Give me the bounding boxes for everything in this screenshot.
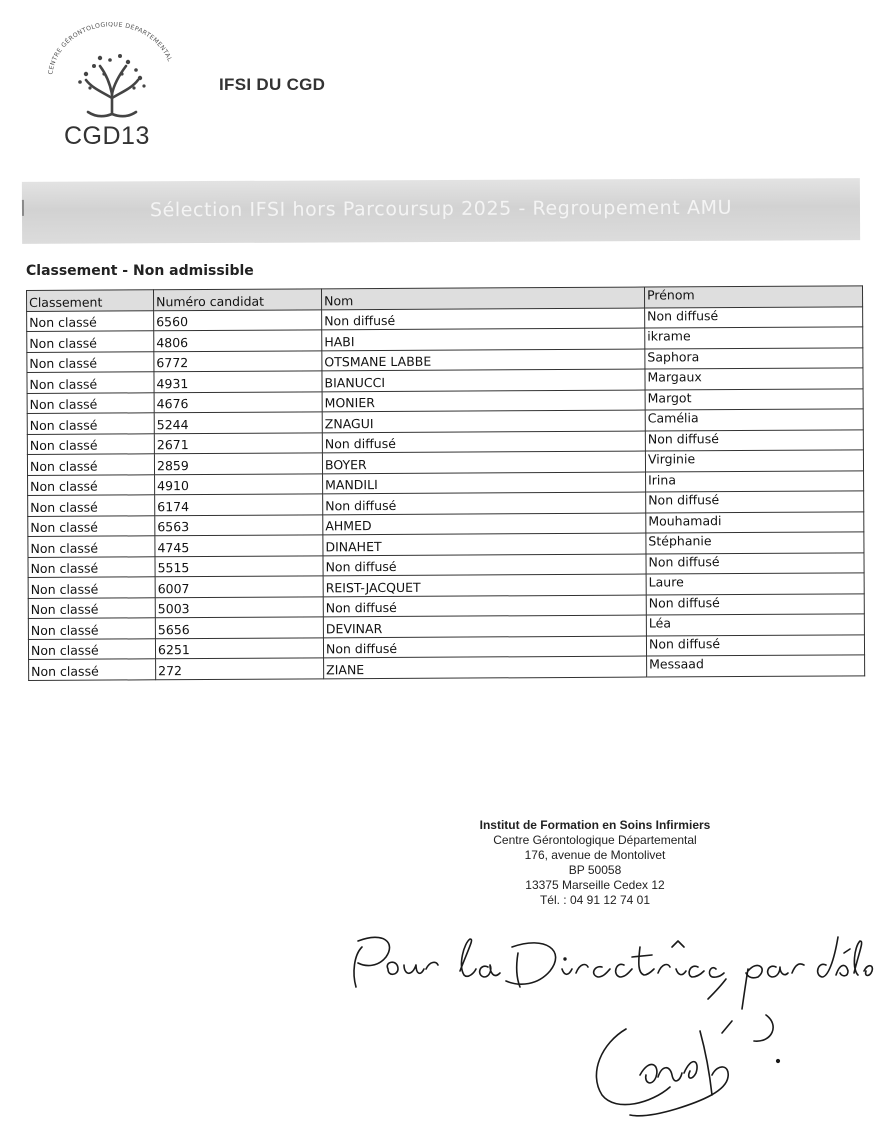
cell-rank: Non classé	[28, 638, 155, 659]
svg-text:CENTRE GÉRONTOLOGIQUE DÉPARTEM	[47, 22, 173, 75]
cell-nom: BIANUCCI	[322, 369, 645, 391]
cell-nom: Non diffusé	[323, 595, 646, 617]
cell-rank: Non classé	[27, 310, 154, 331]
cell-rank: Non classé	[28, 474, 155, 495]
cell-nom: BOYER	[322, 451, 645, 473]
cell-nom: DEVINAR	[323, 615, 646, 637]
cell-rank: Non classé	[27, 351, 154, 372]
cell-nom: MANDILI	[323, 472, 646, 494]
cell-prenom: Laure	[646, 573, 864, 595]
cell-rank: Non classé	[28, 556, 155, 577]
cell-rank: Non classé	[28, 536, 155, 557]
cell-nom: MONIER	[322, 390, 645, 412]
section-title: Classement - Non admissible	[26, 263, 254, 279]
cell-prenom: Irina	[646, 470, 864, 492]
cell-number: 4931	[154, 371, 322, 392]
cell-rank: Non classé	[28, 597, 155, 618]
cell-nom: AHMED	[323, 513, 646, 535]
cell-rank: Non classé	[27, 433, 154, 454]
cell-nom: REIST-JACQUET	[323, 574, 646, 596]
cell-prenom: Non diffusé	[645, 429, 863, 451]
cell-number: 6007	[155, 576, 323, 597]
cell-nom: Non diffusé	[322, 431, 645, 453]
cell-prenom: Non diffusé	[646, 634, 864, 656]
cell-number: 2859	[154, 453, 322, 474]
cell-prenom: Messaad	[647, 655, 865, 677]
cell-rank: Non classé	[27, 454, 154, 475]
cell-prenom: Mouhamadi	[646, 511, 864, 533]
cell-nom: ZIANE	[324, 656, 647, 678]
cell-nom: ZNAGUI	[322, 410, 645, 432]
cell-nom: Non diffusé	[323, 492, 646, 514]
cell-number: 4745	[155, 535, 323, 556]
cell-rank: Non classé	[27, 413, 154, 434]
ranking-table	[26, 285, 865, 680]
stamp-line-bp: BP 50058	[568, 863, 622, 877]
cell-nom: Non diffusé	[323, 554, 646, 576]
cell-number: 6563	[155, 514, 323, 535]
cell-prenom: Virginie	[645, 450, 863, 472]
cell-number: 5003	[155, 596, 323, 617]
cell-number: 6174	[155, 494, 323, 515]
cell-number: 272	[156, 658, 324, 679]
cell-rank: Non classé	[28, 577, 155, 598]
stamp-line-phone: Tél. : 04 91 12 74 01	[539, 893, 651, 907]
cell-prenom: Léa	[646, 614, 864, 636]
cell-rank: Non classé	[27, 331, 154, 352]
cell-number: 2671	[154, 432, 322, 453]
org-title: IFSI DU CGD	[219, 75, 326, 94]
cell-nom: HABI	[322, 328, 645, 350]
cell-nom: OTSMANE LABBE	[322, 349, 645, 371]
cell-rank: Non classé	[27, 392, 154, 413]
header-prenom: Prénom	[644, 286, 862, 308]
header-rank: Classement	[27, 290, 154, 311]
banner-title: Sélection IFSI hors Parcoursup 2025 - Regroupement AMU	[149, 196, 733, 222]
cell-number: 4910	[155, 473, 323, 494]
cell-prenom: Camélia	[645, 409, 863, 431]
header-number: Numéro candidat	[154, 289, 322, 310]
cell-nom: Non diffusé	[322, 308, 645, 330]
cell-number: 4806	[154, 330, 322, 351]
cell-number: 5244	[154, 412, 322, 433]
cell-nom: DINAHET	[323, 533, 646, 555]
cell-rank: Non classé	[28, 495, 155, 516]
cell-nom: Non diffusé	[323, 636, 646, 658]
cell-prenom: Margaux	[645, 368, 863, 390]
cell-number: 5515	[155, 555, 323, 576]
document-banner	[22, 178, 860, 244]
cell-number: 6560	[154, 309, 322, 330]
cell-rank: Non classé	[28, 618, 155, 639]
stamp-line-centre: Centre Gérontologique Départemental	[493, 833, 697, 847]
cell-prenom: Non diffusé	[646, 552, 864, 574]
cell-prenom: Margot	[645, 388, 863, 410]
logo-arc-text: CENTRE GÉRONTOLOGIQUE DÉPARTEMENTAL	[47, 22, 174, 76]
table-row	[29, 655, 865, 680]
cell-rank: Non classé	[28, 515, 155, 536]
cell-prenom: ikrame	[645, 327, 863, 349]
header-nom: Nom	[321, 287, 644, 309]
cell-number: 6772	[154, 350, 322, 371]
cell-number: 5656	[155, 617, 323, 638]
stamp-line-institute: Institut de Formation en Soins Infirmiers	[479, 818, 711, 832]
cell-prenom: Saphora	[645, 347, 863, 369]
logo-name: CGD13	[64, 122, 150, 150]
cell-prenom: Non diffusé	[646, 593, 864, 615]
cell-number: 6251	[155, 637, 323, 658]
cell-number: 4676	[154, 391, 322, 412]
cell-prenom: Non diffusé	[645, 306, 863, 328]
stamp-line-address: 176, avenue de Montolivet	[524, 848, 666, 862]
cell-rank: Non classé	[29, 659, 156, 680]
cell-rank: Non classé	[27, 372, 154, 393]
institution-stamp	[440, 818, 750, 908]
handwritten-signature	[340, 925, 880, 1125]
cell-prenom: Non diffusé	[646, 491, 864, 513]
cell-prenom: Stéphanie	[646, 532, 864, 554]
stamp-line-city: 13375 Marseille Cedex 12	[525, 878, 665, 892]
